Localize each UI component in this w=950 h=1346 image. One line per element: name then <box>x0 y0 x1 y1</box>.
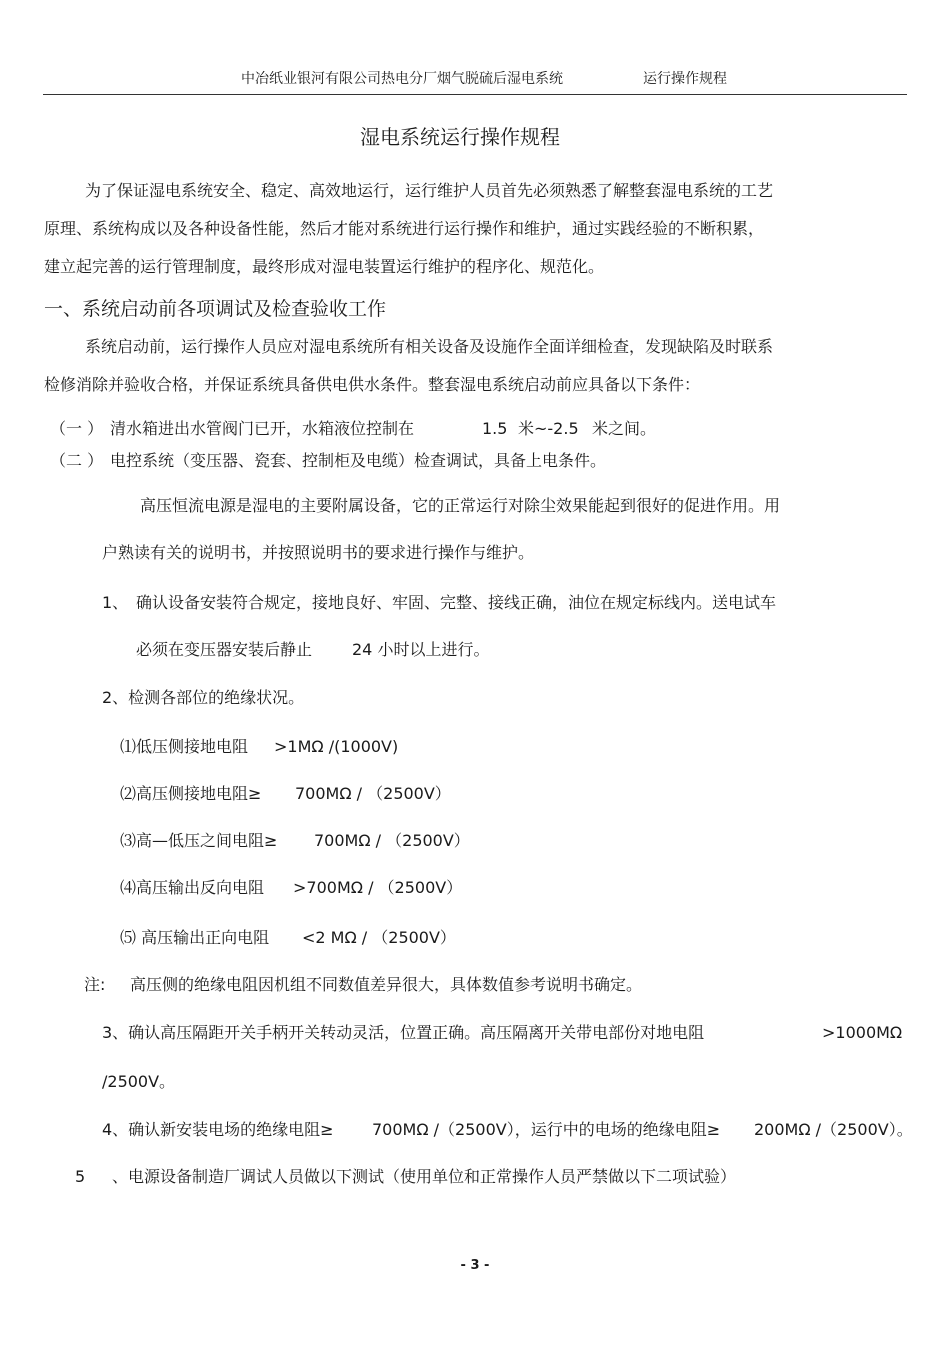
step-3-value: >1000MΩ <box>822 1023 903 1042</box>
check-5-value: <2 MΩ / （2500V） <box>302 928 456 947</box>
page-number: - 3 - <box>460 1258 490 1273</box>
check-4-label: ⑷高压输出反向电阻 <box>120 878 265 897</box>
step-1-number: 1、 <box>102 593 129 612</box>
section-para-line-2: 检修消除并验收合格，并保证系统具备供电供水条件。整套湿电系统启动前应具备以下条件： <box>44 375 701 394</box>
step-1-line-1: 确认设备安装符合规定，接地良好、牢固、完整、接线正确，油位在规定标线内。送电试车 <box>136 593 777 612</box>
check-1-label: ⑴低压侧接地电阻 <box>120 737 249 756</box>
step-1-line-2b: 24 小时以上进行。 <box>352 640 490 659</box>
hv-para-line-2: 户熟读有关的说明书，并按照说明书的要求进行操作与维护。 <box>102 543 535 562</box>
note-label: 注: <box>84 975 106 994</box>
item-1-prefix: （一 ） <box>50 419 104 438</box>
header-company: 中冶纸业银河有限公司热电分厂烟气脱硫后湿电系统 <box>241 71 563 87</box>
step-1-line-2a: 必须在变压器安装后静止 <box>136 640 313 659</box>
check-3-value: 700MΩ / （2500V） <box>314 831 470 850</box>
step-5-number: 5 <box>75 1167 86 1186</box>
step-4-part-c: 200MΩ /（2500V）。 <box>754 1120 913 1139</box>
step-3-line-1: 3、确认高压隔距开关手柄开关转动灵活，位置正确。高压隔离开关带电部份对地电阻 <box>102 1023 705 1042</box>
check-2-value: 700MΩ / （2500V） <box>295 784 451 803</box>
intro-line-2: 原理、系统构成以及各种设备性能，然后才能对系统进行运行操作和维护，通过实践经验的不断积累， <box>44 219 765 238</box>
item-2-text: 电控系统（变压器、瓷套、控制柜及电缆）检查调试，具备上电条件。 <box>110 451 607 470</box>
intro-line-1: 为了保证湿电系统安全、稳定、高效地运行，运行维护人员首先必须熟悉了解整套湿电系统的工艺 <box>85 181 774 200</box>
intro-line-3: 建立起完善的运行管理制度，最终形成对湿电装置运行维护的程序化、规范化。 <box>44 257 605 276</box>
item-1-value: 1.5 <box>482 419 508 438</box>
step-3-line-2: /2500V。 <box>102 1072 176 1091</box>
check-4-value: >700MΩ / （2500V） <box>293 878 463 897</box>
header-doc-name: 运行操作规程 <box>643 71 727 87</box>
check-5-label: ⑸ 高压输出正向电阻 <box>120 928 270 947</box>
step-4-part-b: 700MΩ /（2500V），运行中的电场的绝缘电阻≥ <box>372 1120 721 1139</box>
section-heading: 一、系统启动前各项调试及检查验收工作 <box>44 298 387 320</box>
step-5-text: 、电源设备制造厂调试人员做以下测试（使用单位和正常操作人员严禁做以下二项试验） <box>112 1167 737 1186</box>
check-3-label: ⑶高—低压之间电阻≥ <box>120 831 278 850</box>
item-1-mid: 米~-2.5 <box>518 419 579 438</box>
page-title: 湿电系统运行操作规程 <box>360 125 560 149</box>
header-divider <box>43 94 907 95</box>
hv-para-line-1: 高压恒流电源是湿电的主要附属设备，它的正常运行对除尘效果能起到很好的促进作用。用 <box>140 496 781 515</box>
item-1-text: 清水箱进出水管阀门已开，水箱液位控制在 <box>110 419 415 438</box>
item-1-end: 米之间。 <box>592 419 657 438</box>
note-text: 高压侧的绝缘电阻因机组不同数值差异很大，具体数值参考说明书确定。 <box>130 975 643 994</box>
section-para-line-1: 系统启动前，运行操作人员应对湿电系统所有相关设备及设施作全面详细检查，发现缺陷及时联系 <box>85 337 774 356</box>
step-2: 2、检测各部位的绝缘状况。 <box>102 688 305 707</box>
item-2-prefix: （二 ） <box>50 451 104 470</box>
step-4-part-a: 4、确认新安装电场的绝缘电阻≥ <box>102 1120 334 1139</box>
check-1-value: >1MΩ /(1000V) <box>274 737 399 756</box>
check-2-label: ⑵高压侧接地电阻≥ <box>120 784 262 803</box>
